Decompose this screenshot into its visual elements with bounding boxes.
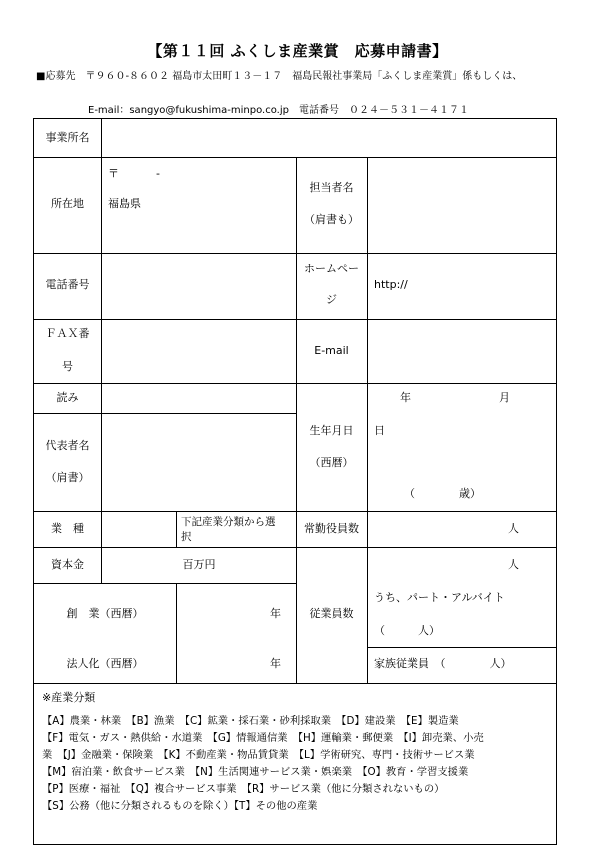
email-label: E-mail bbox=[314, 344, 349, 357]
birthday-label: 生年月日 bbox=[309, 424, 354, 437]
address-line-2: E-mail：sangyo@fukushima-minpo.co.jp 電話番号 ０２４－５３１－４１７１ bbox=[88, 105, 469, 116]
homepage-label: ホームペー bbox=[304, 262, 359, 275]
business-name-label: 事業所名 bbox=[45, 131, 90, 144]
homepage-value[interactable]: http:// bbox=[374, 278, 408, 291]
page-title: 【第１１回 ふくしま産業賞 応募申請書】 bbox=[147, 42, 448, 60]
col-divider bbox=[296, 157, 297, 683]
application-form bbox=[33, 118, 557, 845]
industry-note: 下記産業分類から選 bbox=[181, 516, 276, 528]
reading-label: 読み bbox=[56, 391, 79, 404]
business-name-field[interactable] bbox=[102, 119, 556, 157]
prefecture-text: 福島県 bbox=[108, 197, 141, 210]
birth-month-unit: 月 bbox=[499, 391, 510, 404]
category-line: 【A】農業・林業 【B】漁業 【C】鉱業・採石業・砂利採取業 【D】建設業 【E】製造業 bbox=[42, 715, 459, 727]
phone-label: 電話番号 bbox=[45, 278, 90, 291]
location-field[interactable] bbox=[102, 158, 296, 253]
birth-year-unit: 年 bbox=[400, 391, 411, 404]
industry-field[interactable] bbox=[102, 512, 176, 547]
fax-field[interactable] bbox=[102, 320, 296, 383]
parttime-count[interactable]: （ 人） bbox=[374, 624, 440, 637]
founding-field[interactable] bbox=[177, 584, 296, 647]
phone-field[interactable] bbox=[102, 254, 296, 319]
contact-person-title-label: （肩書も） bbox=[304, 213, 359, 226]
fax-label: ＦＡＸ番 bbox=[45, 327, 90, 340]
founding-year-unit: 年 bbox=[270, 607, 281, 620]
contact-person-field[interactable] bbox=[368, 158, 556, 253]
capital-unit: 百万円 bbox=[182, 558, 216, 571]
representative-title-label: （肩書） bbox=[45, 471, 90, 484]
representative-field[interactable] bbox=[102, 414, 296, 511]
location-label: 所在地 bbox=[51, 197, 84, 210]
industry-label: 業 種 bbox=[51, 522, 84, 535]
contact-person-label: 担当者名 bbox=[309, 181, 354, 194]
officers-unit: 人 bbox=[508, 522, 519, 535]
birth-day-unit: 日 bbox=[374, 424, 385, 437]
industry-note-cont: 択 bbox=[181, 531, 192, 543]
employees-label: 従業員数 bbox=[309, 607, 354, 620]
category-line: 【M】宿泊業・飲食サービス業 【N】生活関連サービス業・娯楽業 【O】教育・学習支援業 bbox=[42, 766, 469, 778]
category-line: 【S】公務（他に分類されるものを除く）【T】その他の産業 bbox=[42, 800, 318, 812]
row-divider bbox=[367, 647, 556, 648]
category-line: 【F】電気・ガス・熱供給・水道業 【G】情報通信業 【H】運輸業・郵便業 【I】卸売業、小売 bbox=[42, 732, 484, 744]
birthday-calendar-label: （西暦） bbox=[309, 456, 354, 469]
family-employees[interactable]: 家族従業員 （ 人） bbox=[374, 657, 512, 670]
employees-unit: 人 bbox=[508, 558, 519, 571]
row-divider bbox=[34, 683, 556, 684]
postal-mark: 〒 bbox=[108, 167, 119, 180]
postal-dash: - bbox=[156, 167, 160, 180]
row-divider bbox=[34, 547, 556, 548]
officers-label: 常勤役員数 bbox=[304, 522, 359, 535]
homepage-label-cont: ジ bbox=[326, 293, 337, 306]
reading-field[interactable] bbox=[102, 384, 296, 413]
address-line-1: ■応募先 〒９６０-８６０２ 福島市太田町１３－１７ 福島民報社事業局「ふくしま産業賞」係もしくは、 bbox=[36, 71, 523, 82]
incorporation-year-unit: 年 bbox=[270, 657, 281, 670]
email-field[interactable] bbox=[368, 320, 556, 383]
founding-label: 創 業（西暦） bbox=[66, 607, 144, 620]
col-divider bbox=[176, 511, 177, 547]
categories-heading: ※産業分類 bbox=[42, 691, 96, 704]
age-field[interactable]: （ 歳） bbox=[404, 487, 481, 500]
category-line: 業 【J】金融業・保険業 【K】不動産業・物品賃貸業 【L】学術研究、専門・技術サービス業 bbox=[42, 749, 475, 761]
capital-label: 資本金 bbox=[51, 558, 84, 571]
representative-label: 代表者名 bbox=[45, 439, 90, 452]
fax-label-cont: 号 bbox=[62, 360, 73, 373]
incorporation-label: 法人化（西暦） bbox=[66, 657, 144, 670]
parttime-label: うち、パート・アルバイト bbox=[374, 591, 505, 604]
category-line: 【P】医療・福祉 【Q】複合サービス事業 【R】サービス業（他に分類されないもの） bbox=[42, 783, 445, 795]
